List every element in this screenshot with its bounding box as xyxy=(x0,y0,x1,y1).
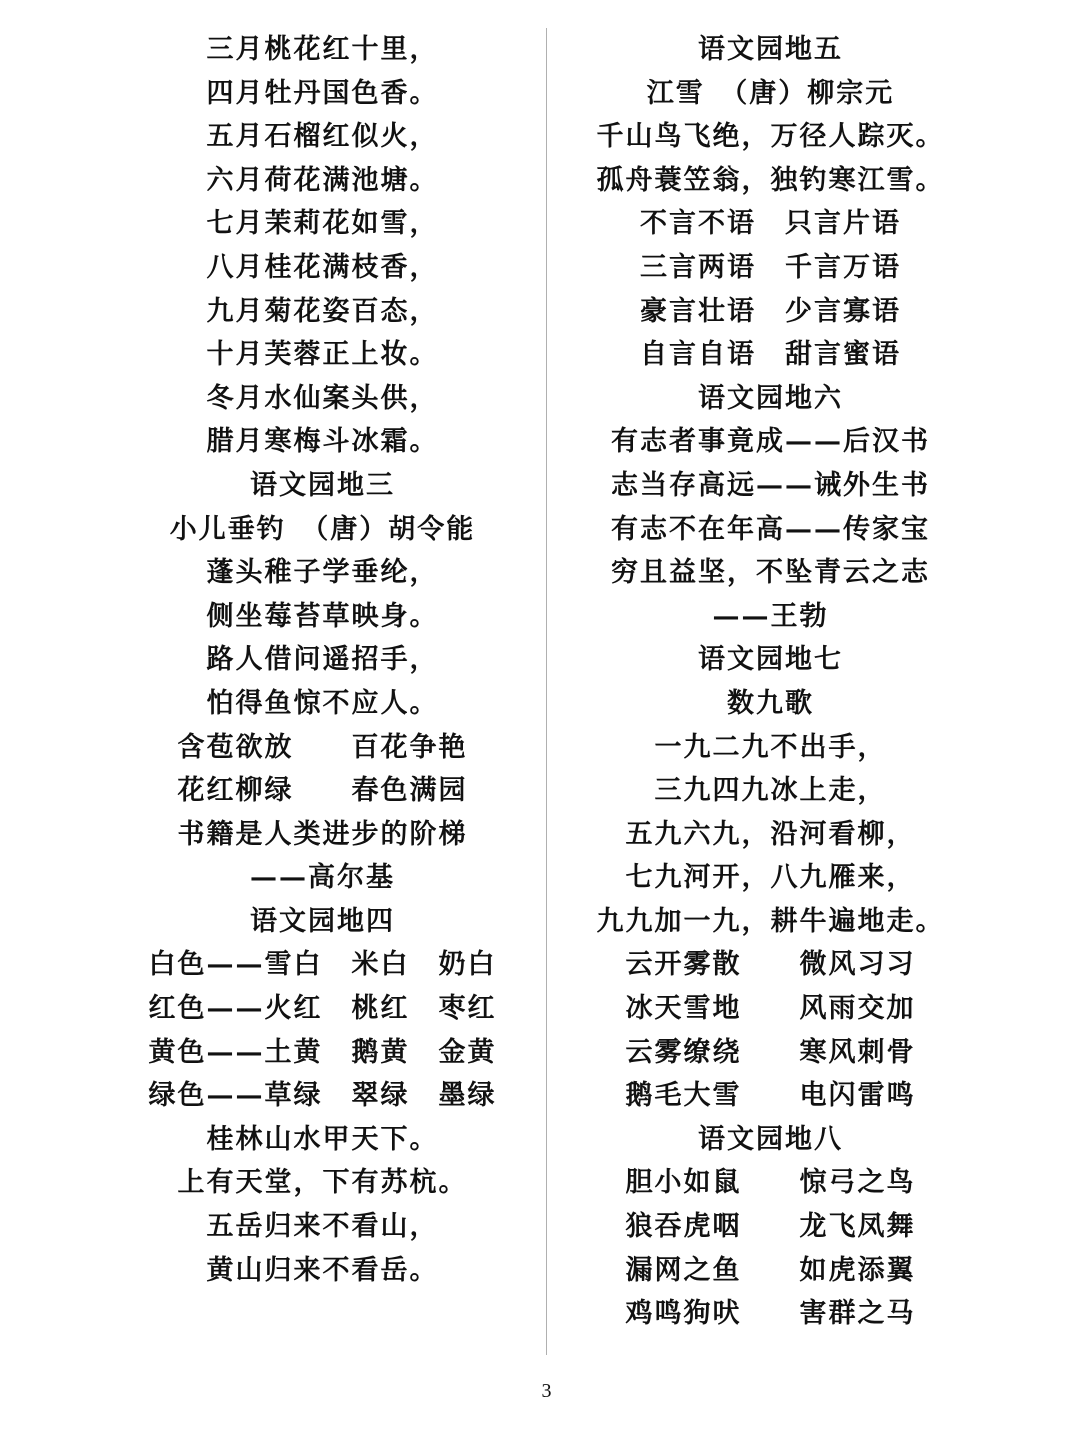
right-column xyxy=(548,28,993,1336)
text-line: 黄色——土黄 鹅黄 金黄 xyxy=(148,1036,497,1068)
text-line: 九九加一九，耕牛遍地走。 xyxy=(596,905,945,937)
text-line: 孤舟蓑笠翁，独钓寒江雪。 xyxy=(596,164,945,196)
text-line: 千山鸟飞绝，万径人踪灭。 xyxy=(596,121,945,153)
text-line: 语文园地五 xyxy=(698,34,843,65)
text-line: 蓬头稚子学垂纶， xyxy=(206,557,439,589)
text-line: 数九歌 xyxy=(727,687,814,719)
text-line: 五九六九，沿河看柳， xyxy=(625,818,916,850)
text-line: 有志不在年高——传家宝 xyxy=(611,513,930,545)
text-line: 江雪 （唐）柳宗元 xyxy=(646,77,895,109)
text-line: 不言不语 只言片语 xyxy=(640,208,901,240)
text-line: 有志者事竟成——后汉书 xyxy=(611,426,930,458)
text-line: 三九四九冰上走， xyxy=(654,775,887,807)
text-line: 黄山归来不看岳。 xyxy=(206,1254,439,1286)
text-line: 侧坐莓苔草映身。 xyxy=(206,600,439,632)
text-line: 腊月寒梅斗冰霜。 xyxy=(206,426,439,458)
text-line: 九月菊花姿百态， xyxy=(206,295,439,327)
text-line: 六月荷花满池塘。 xyxy=(206,164,439,196)
text-line: 书籍是人类进步的阶梯 xyxy=(177,818,468,850)
text-line: 四月牡丹国色香。 xyxy=(206,77,439,109)
text-line: 七月茉莉花如雪， xyxy=(206,208,439,240)
text-line: 八月桂花满枝香， xyxy=(206,251,439,283)
text-line: 鹅毛大雪 电闪雷鸣 xyxy=(625,1080,916,1112)
text-line: 漏网之鱼 如虎添翼 xyxy=(625,1254,916,1286)
text-line: 七九河开，八九雁来， xyxy=(625,862,916,894)
text-line: 十月芙蓉正上妆。 xyxy=(206,339,439,371)
text-line: 怕得鱼惊不应人。 xyxy=(206,687,439,719)
text-line: 豪言壮语 少言寡语 xyxy=(640,295,901,327)
text-line: 绿色——草绿 翠绿 墨绿 xyxy=(148,1080,497,1112)
text-line: 胆小如鼠 惊弓之鸟 xyxy=(625,1167,916,1199)
text-line: 语文园地七 xyxy=(698,644,843,676)
text-line: 语文园地三 xyxy=(250,469,395,501)
text-line: 路人借问遥招手， xyxy=(206,644,439,676)
text-line: 云开雾散 微风习习 xyxy=(625,949,916,981)
text-line: 三月桃花红十里， xyxy=(206,34,439,65)
text-line: 五月石榴红似火， xyxy=(206,121,439,153)
text-line: 语文园地六 xyxy=(698,382,843,414)
text-line: 穷且益坚，不坠青云之志 xyxy=(611,557,930,589)
text-line: 云雾缭绕 寒风刺骨 xyxy=(625,1036,916,1068)
text-line: 红色——火红 桃红 枣红 xyxy=(148,993,497,1025)
text-line: 冬月水仙案头供， xyxy=(206,382,439,414)
text-line: 一九二九不出手， xyxy=(654,731,887,763)
text-line: ——高尔基 xyxy=(250,862,395,894)
text-line: 花红柳绿 春色满园 xyxy=(177,775,468,807)
text-line: 五岳归来不看山， xyxy=(206,1211,439,1243)
text-line: 三言两语 千言万语 xyxy=(640,251,901,283)
text-line: 语文园地四 xyxy=(250,905,395,937)
text-line: 含苞欲放 百花争艳 xyxy=(177,731,468,763)
text-line: 志当存高远——诫外生书 xyxy=(611,469,930,501)
left-column xyxy=(20,28,625,1292)
text-line: 白色——雪白 米白 奶白 xyxy=(148,949,497,981)
text-line: 冰天雪地 风雨交加 xyxy=(625,993,916,1025)
text-line: 桂林山水甲天下。 xyxy=(206,1123,439,1155)
text-line: 上有天堂，下有苏杭。 xyxy=(177,1167,468,1199)
text-line: 自言自语 甜言蜜语 xyxy=(640,339,901,371)
column-divider xyxy=(546,28,547,1355)
text-line: 狼吞虎咽 龙飞凤舞 xyxy=(625,1211,916,1243)
text-line: 语文园地八 xyxy=(698,1123,843,1155)
text-line: 小儿垂钓 （唐）胡令能 xyxy=(169,513,476,545)
page-number: 3 xyxy=(541,1380,552,1402)
text-line: ——王勃 xyxy=(712,600,829,632)
text-line: 鸡鸣狗吠 害群之马 xyxy=(625,1298,916,1330)
